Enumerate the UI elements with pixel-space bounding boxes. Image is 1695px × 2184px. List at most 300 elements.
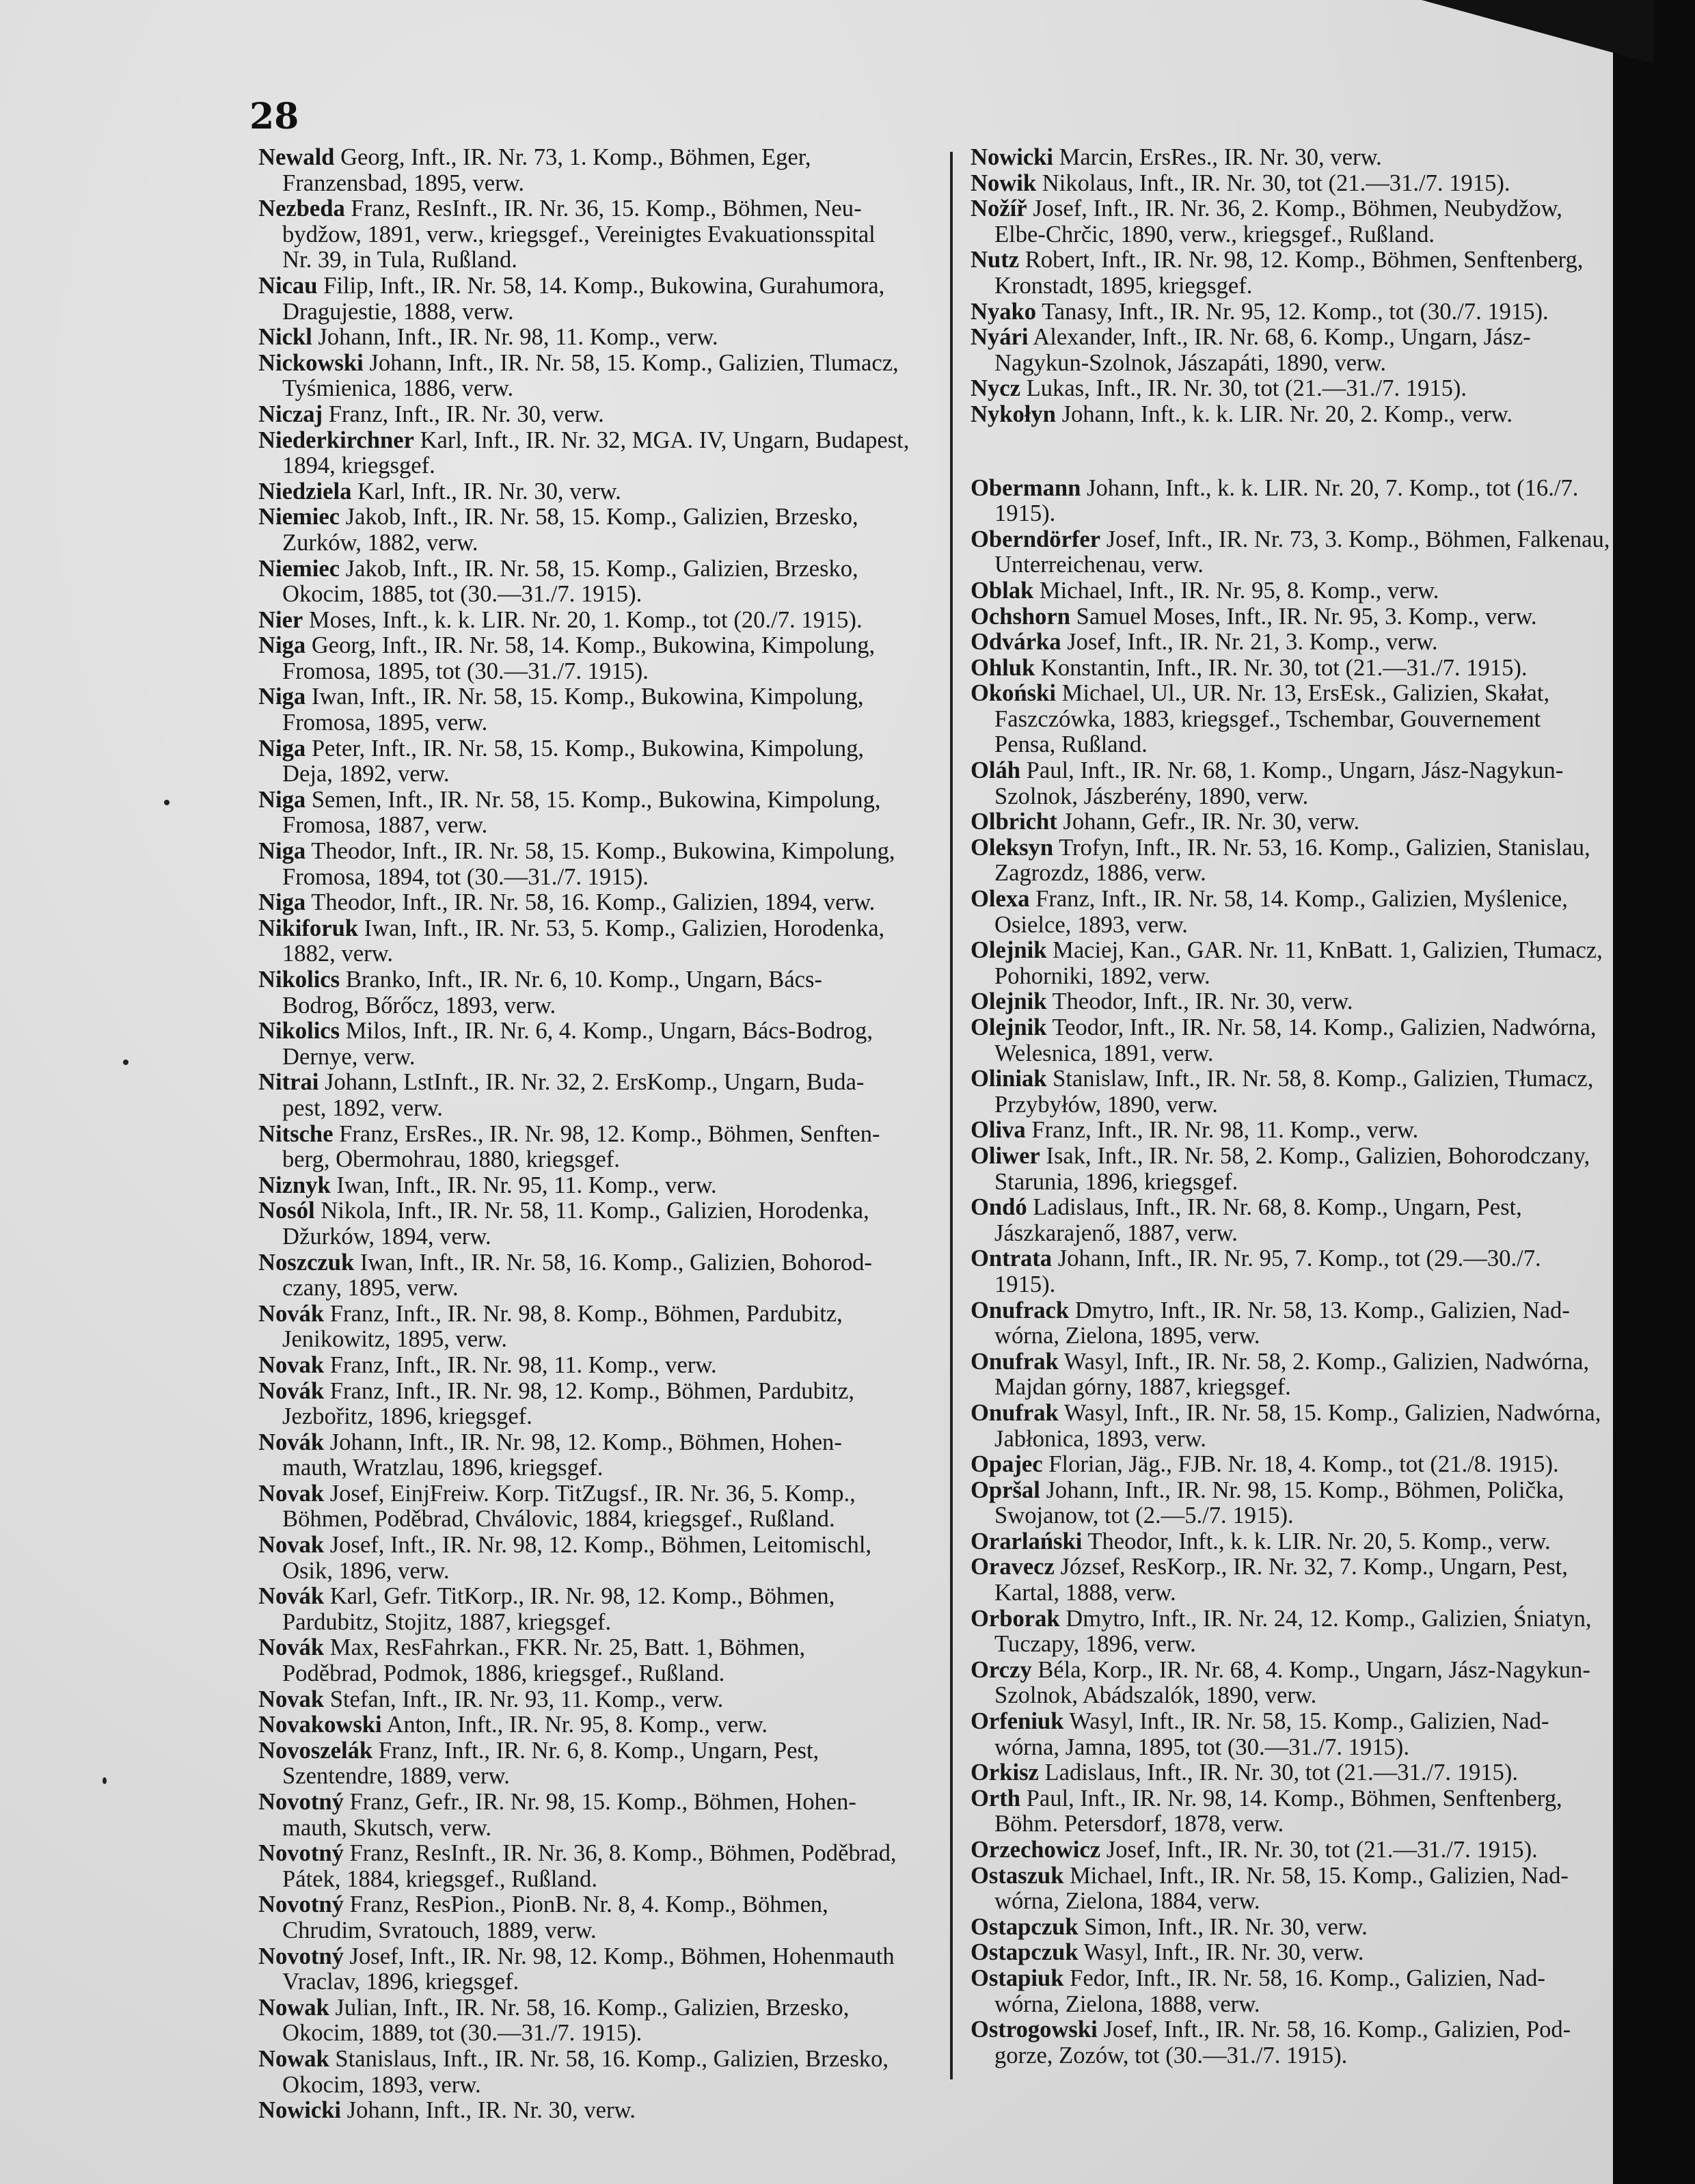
entry-text: Branko, Inft., IR. Nr. 6, 10. Komp., Ungarn, Bács-: [340, 967, 822, 993]
entry-surname: Ostrogowski: [971, 2017, 1098, 2043]
list-entry: [258, 839, 932, 890]
entry-continuation: Dragujestie, 1888, verw.: [282, 298, 514, 325]
entry-continuation: Okocim, 1885, tot (30.—31./7. 1915).: [282, 581, 642, 608]
entry-continuation: wórna, Zielona, 1888, verw.: [994, 1991, 1260, 2017]
list-entry: [971, 1478, 1653, 1529]
list-entry: [258, 1481, 932, 1533]
entry-surname: Oliva: [971, 1117, 1026, 1144]
entry-text: Stanislaw, Inft., IR. Nr. 58, 8. Komp., Galizien, Tłumacz,: [1046, 1066, 1594, 1092]
list-entry: [971, 171, 1653, 197]
entry-surname: Novák: [258, 1429, 325, 1455]
entry-continuation: Majdan górny, 1887, kriegsgef.: [994, 1374, 1291, 1401]
entry-surname: Novák: [258, 1300, 325, 1327]
entry-text: Dmytro, Inft., IR. Nr. 58, 13. Komp., Galizien, Nad-: [1069, 1297, 1570, 1323]
entry-continuation: Böhm. Petersdorf, 1878, verw.: [994, 1811, 1284, 1837]
entry-text: Franz, ErsRes., IR. Nr. 98, 12. Komp., Böhmen, Senften-: [333, 1120, 880, 1147]
entry-text: Karl, Inft., IR. Nr. 30, verw.: [351, 478, 621, 504]
entry-text: Samuel Moses, Inft., IR. Nr. 95, 3. Komp., verw.: [1070, 603, 1537, 630]
entry-continuation: Osik, 1896, verw.: [282, 1557, 450, 1584]
list-entry: [971, 1786, 1653, 1837]
list-entry: [258, 1944, 932, 1995]
entry-continuation: Franzensbad, 1895, verw.: [282, 170, 525, 196]
entry-surname: Niederkirchner: [258, 427, 414, 453]
entry-text: Johann, Inft., IR. Nr. 58, 15. Komp., Galizien, Tlumacz,: [363, 349, 899, 376]
entry-text: Ladislaus, Inft., IR. Nr. 30, tot (21.—31./7. 1915).: [1038, 1760, 1518, 1786]
entry-surname: Nikolics: [258, 1018, 340, 1044]
entry-continuation: Poděbrad, Podmok, 1886, kriegsgef., Rußland.: [282, 1660, 725, 1687]
entry-surname: Ohluk: [971, 654, 1035, 681]
entry-text: Franz, Inft., IR. Nr. 6, 8. Komp., Ungarn, Pest,: [372, 1737, 819, 1764]
entry-continuation: Pensa, Rußland.: [994, 731, 1148, 758]
entry-text: Franz, Inft., IR. Nr. 98, 11. Komp., verw.: [1025, 1117, 1419, 1144]
list-entry: [258, 736, 932, 787]
list-entry: [258, 273, 932, 325]
entry-text: Robert, Inft., IR. Nr. 98, 12. Komp., Böhmen, Senftenberg,: [1019, 247, 1584, 273]
entry-surname: Olexa: [971, 886, 1030, 913]
entry-surname: Ostapczuk: [971, 1913, 1079, 1940]
entry-continuation: bydžow, 1891, verw., kriegsgef., Vereinigtes Evakuationsspital: [282, 221, 876, 247]
entry-continuation: Starunia, 1896, kriegsgef.: [994, 1168, 1238, 1195]
entry-text: Wasyl, Inft., IR. Nr. 58, 15. Komp., Galizien, Nad-: [1063, 1708, 1549, 1735]
entry-surname: Niga: [258, 889, 306, 916]
entry-surname: Nickowski: [258, 349, 364, 376]
entry-surname: Nosól: [258, 1198, 315, 1224]
list-entry: [258, 1070, 932, 1121]
scan-speck: [164, 800, 170, 805]
entry-text: Béla, Korp., IR. Nr. 68, 4. Komp., Ungarn, Jász-Nagykun-: [1031, 1656, 1590, 1683]
entry-text: Wasyl, Inft., IR. Nr. 58, 15. Komp., Galizien, Nadwórna,: [1058, 1399, 1601, 1426]
entry-continuation: Zurków, 1882, verw.: [282, 529, 478, 556]
entry-continuation: mauth, Skutsch, verw.: [282, 1814, 492, 1841]
entry-continuation: mauth, Wratzlau, 1896, kriegsgef.: [282, 1455, 604, 1481]
entry-surname: Orth: [971, 1785, 1020, 1811]
list-entry: [971, 630, 1653, 656]
entry-continuation: Fromosa, 1895, tot (30.—31./7. 1915).: [282, 658, 649, 684]
list-entry: [258, 967, 932, 1019]
list-entry: [258, 1019, 932, 1070]
entry-continuation: Nr. 39, in Tula, Rußland.: [282, 247, 517, 273]
entry-text: Iwan, Inft., IR. Nr. 58, 15. Komp., Bukowina, Kimpolung,: [306, 684, 864, 710]
entry-text: Maciej, Kan., GAR. Nr. 11, KnBatt. 1, Galizien, Tłumacz,: [1046, 937, 1603, 964]
list-entry: [258, 1302, 932, 1353]
entry-text: Josef, EinjFreiw. Korp. TitZugsf., IR. Nr. 36, 5. Komp.,: [324, 1480, 856, 1507]
list-entry: [258, 608, 932, 634]
entry-continuation: Pátek, 1884, kriegsgef., Rußland.: [282, 1865, 597, 1892]
entry-continuation: Jászkarajenő, 1887, verw.: [994, 1219, 1238, 1246]
list-entry: [971, 376, 1653, 402]
entry-text: Johann, Gefr., IR. Nr. 30, verw.: [1057, 809, 1360, 835]
entry-continuation: Tuczapy, 1896, verw.: [994, 1631, 1196, 1658]
entry-surname: Orzechowicz: [971, 1837, 1101, 1863]
list-entry: [971, 1863, 1653, 1915]
entry-text: Ladislaus, Inft., IR. Nr. 68, 8. Komp., Ungarn, Pest,: [1027, 1194, 1522, 1221]
entry-continuation: Fromosa, 1895, verw.: [282, 710, 488, 736]
entry-surname: Oliniak: [971, 1066, 1047, 1092]
entry-text: Nikolaus, Inft., IR. Nr. 30, tot (21.—31./7. 1915).: [1036, 170, 1510, 196]
entry-continuation: Faszczówka, 1883, kriegsgef., Tschembar, Gouvernement: [994, 705, 1541, 732]
entry-text: Theodor, Inft., IR. Nr. 58, 15. Komp., Bukowina, Kimpolung,: [306, 838, 895, 865]
list-entry: [258, 145, 932, 196]
entry-surname: Novak: [258, 1480, 325, 1507]
entry-surname: Nikolics: [258, 967, 340, 993]
entry-text: Trofyn, Inft., IR. Nr. 53, 16. Komp., Galizien, Stanislau,: [1053, 834, 1590, 861]
list-entry: [971, 578, 1653, 604]
entry-continuation: Tyśmienica, 1886, verw.: [282, 375, 514, 402]
entry-surname: Nowak: [258, 1994, 329, 2021]
entry-text: József, ResKorp., IR. Nr. 32, 7. Komp., Ungarn, Pest,: [1054, 1554, 1568, 1580]
entry-text: Jakob, Inft., IR. Nr. 58, 15. Komp., Galizien, Brzesko,: [340, 555, 858, 582]
entry-continuation: Kartal, 1888, verw.: [994, 1580, 1176, 1606]
entry-surname: Niga: [258, 838, 306, 865]
entry-surname: Novakowski: [258, 1712, 382, 1738]
entry-text: Filip, Inft., IR. Nr. 58, 14. Komp., Bukowina, Gurahumora,: [317, 272, 885, 299]
entry-text: Peter, Inft., IR. Nr. 58, 15. Komp., Bukowina, Kimpolung,: [306, 735, 865, 761]
entry-surname: Oblak: [971, 577, 1034, 604]
entry-text: Johann, Inft., k. k. LIR. Nr. 20, 2. Komp., verw.: [1055, 401, 1513, 427]
entry-text: Julian, Inft., IR. Nr. 58, 16. Komp., Galizien, Brzesko,: [329, 1994, 850, 2021]
entry-continuation: Welesnica, 1891, verw.: [994, 1040, 1214, 1066]
entry-surname: Novotný: [258, 1789, 344, 1815]
list-entry: [971, 1195, 1653, 1246]
entry-text: Franz, ResPion., PionB. Nr. 8, 4. Komp., Böhmen,: [343, 1891, 828, 1918]
entry-surname: Novak: [258, 1686, 325, 1712]
scan-speck: [123, 1060, 128, 1065]
entry-surname: Nyári: [971, 324, 1029, 351]
list-entry: [258, 428, 932, 479]
entry-text: Isak, Inft., IR. Nr. 58, 2. Komp., Galizien, Bohorodczany,: [1040, 1142, 1590, 1169]
entry-surname: Novák: [258, 1634, 325, 1661]
entry-surname: Obermann: [971, 474, 1081, 501]
entry-surname: Novotný: [258, 1943, 344, 1969]
entry-surname: Niga: [258, 684, 306, 710]
entry-surname: Orarlański: [971, 1528, 1083, 1554]
list-entry: [971, 325, 1653, 376]
list-entry: [258, 351, 932, 402]
list-entry: [258, 684, 932, 736]
list-entry: [971, 2017, 1653, 2068]
entry-text: Iwan, Inft., IR. Nr. 53, 5. Komp., Galizien, Horodenka,: [358, 915, 885, 941]
entry-text: Georg, Inft., IR. Nr. 73, 1. Komp., Böhmen, Eger,: [334, 144, 811, 170]
entry-text: Johann, Inft., k. k. LIR. Nr. 20, 7. Komp., tot (16./7.: [1081, 474, 1579, 501]
list-entry: [971, 1529, 1653, 1555]
right-column-n-section: [971, 145, 1653, 428]
entry-surname: Novák: [258, 1583, 325, 1610]
entry-continuation: Böhmen, Poděbrad, Chválovic, 1884, kriegsgef., Rußland.: [282, 1506, 835, 1533]
entry-text: Franz, Inft., IR. Nr. 98, 12. Komp., Böhmen, Pardubitz,: [324, 1377, 855, 1404]
entry-text: Anton, Inft., IR. Nr. 95, 8. Komp., verw.: [381, 1712, 768, 1738]
entry-surname: Nycz: [971, 375, 1020, 402]
entry-surname: Onufrack: [971, 1297, 1070, 1323]
entry-surname: Novak: [258, 1532, 325, 1559]
entry-surname: Niczaj: [258, 401, 323, 427]
entry-text: Tanasy, Inft., IR. Nr. 95, 12. Komp., tot (30./7. 1915).: [1036, 298, 1549, 325]
entry-continuation: Dernye, verw.: [282, 1043, 416, 1070]
entry-text: Iwan, Inft., IR. Nr. 95, 11. Komp., verw.: [330, 1172, 717, 1198]
list-entry: [258, 1995, 932, 2047]
list-entry: [971, 1606, 1653, 1658]
list-entry: [258, 787, 932, 839]
list-entry: [971, 1837, 1653, 1863]
list-entry: [971, 1452, 1653, 1478]
entry-text: Johann, Inft., IR. Nr. 95, 7. Komp., tot (29.—30./7.: [1052, 1245, 1541, 1272]
list-entry: [258, 556, 932, 608]
entry-continuation: Jabłonica, 1893, verw.: [994, 1425, 1206, 1452]
entry-text: Franz, ResInft., IR. Nr. 36, 15. Komp., Böhmen, Neu-: [344, 196, 862, 222]
entry-surname: Olejnik: [971, 937, 1047, 964]
list-entry: [971, 835, 1653, 887]
list-entry: [971, 1015, 1653, 1066]
list-entry: [971, 604, 1653, 630]
list-entry: [258, 890, 932, 916]
list-entry: [258, 1533, 932, 1584]
entry-text: Johann, Inft., IR. Nr. 98, 15. Komp., Böhmen, Polička,: [1040, 1477, 1564, 1503]
list-entry: [258, 1712, 932, 1738]
entry-text: Franz, Inft., IR. Nr. 30, verw.: [323, 401, 604, 427]
entry-surname: Novák: [258, 1377, 325, 1404]
entry-surname: Oravecz: [971, 1554, 1055, 1580]
list-entry: [971, 1554, 1653, 1606]
entry-text: Johann, LstInft., IR. Nr. 32, 2. ErsKomp., Ungarn, Buda-: [318, 1069, 865, 1096]
entry-text: Marcin, ErsRes., IR. Nr. 30, verw.: [1053, 144, 1382, 170]
entry-text: Theodor, Inft., IR. Nr. 30, verw.: [1046, 988, 1353, 1015]
entry-text: Josef, Inft., IR. Nr. 58, 16. Komp., Galizien, Pod-: [1097, 2017, 1571, 2043]
entry-surname: Ostaszuk: [971, 1862, 1064, 1889]
entry-continuation: Fromosa, 1887, verw.: [282, 812, 488, 839]
entry-continuation: gorze, Zozów, tot (30.—31./7. 1915).: [994, 2042, 1348, 2068]
entry-text: Karl, Gefr. TitKorp., IR. Nr. 98, 12. Komp., Böhmen,: [324, 1583, 835, 1610]
entry-text: Josef, Inft., IR. Nr. 98, 12. Komp., Böhmen, Hohenmauth: [343, 1943, 895, 1969]
list-entry: [258, 479, 932, 505]
entry-surname: Noszczuk: [258, 1249, 355, 1276]
list-entry: [258, 1584, 932, 1635]
entry-surname: Novotný: [258, 1891, 344, 1918]
entry-surname: Nickl: [258, 324, 312, 351]
list-entry: [258, 1841, 932, 1892]
entry-continuation: Okocim, 1889, tot (30.—31./7. 1915).: [282, 2020, 642, 2047]
entry-surname: Orczy: [971, 1656, 1032, 1683]
entry-continuation: wórna, Zielona, 1895, verw.: [994, 1323, 1260, 1349]
entry-continuation: Unterreichenau, verw.: [994, 552, 1204, 578]
list-entry: [971, 1401, 1653, 1452]
entry-continuation: Jezbořitz, 1896, kriegsgef.: [282, 1403, 532, 1430]
entry-surname: Nikiforuk: [258, 915, 359, 941]
entry-text: Stefan, Inft., IR. Nr. 93, 11. Komp., verw.: [324, 1686, 724, 1712]
list-entry: [258, 1892, 932, 1943]
entry-surname: Oláh: [971, 757, 1021, 784]
entry-surname: Nowicki: [258, 2097, 342, 2124]
list-entry: [258, 1738, 932, 1790]
entry-continuation: Szentendre, 1889, verw.: [282, 1763, 510, 1790]
entry-surname: Nowak: [258, 2045, 329, 2072]
entry-continuation: 1915).: [994, 500, 1056, 527]
entry-continuation: Džurków, 1894, verw.: [282, 1223, 491, 1250]
list-entry: [258, 1635, 932, 1686]
entry-text: Lukas, Inft., IR. Nr. 30, tot (21.—31./7. 1915).: [1020, 375, 1467, 402]
entry-text: Alexander, Inft., IR. Nr. 68, 6. Komp., Ungarn, Jász-: [1028, 324, 1531, 351]
list-entry: [971, 989, 1653, 1015]
entry-surname: Opajec: [971, 1451, 1043, 1478]
list-entry: [258, 1687, 932, 1713]
entry-text: Georg, Inft., IR. Nr. 58, 14. Komp., Bukowina, Kimpolung,: [306, 632, 876, 659]
entry-surname: Nožíř: [971, 196, 1027, 222]
entry-continuation: wórna, Zielona, 1884, verw.: [994, 1888, 1260, 1915]
entry-text: Dmytro, Inft., IR. Nr. 24, 12. Komp., Galizien, Śniatyn,: [1059, 1605, 1592, 1632]
list-entry: [971, 1709, 1653, 1760]
entry-surname: Niznyk: [258, 1172, 331, 1198]
entry-continuation: pest, 1892, verw.: [282, 1094, 443, 1121]
list-entry: [258, 1430, 932, 1481]
entry-continuation: berg, Obermohrau, 1880, kriegsgef.: [282, 1146, 620, 1173]
entry-surname: Ondó: [971, 1194, 1027, 1221]
entry-text: Josef, Inft., IR. Nr. 30, tot (21.—31./7. 1915).: [1100, 1837, 1538, 1863]
entry-surname: Olbricht: [971, 809, 1057, 835]
entry-surname: Newald: [258, 144, 335, 170]
list-entry: [258, 1379, 932, 1430]
list-entry: [971, 681, 1653, 758]
entry-text: Johann, Inft., IR. Nr. 98, 12. Komp., Böhmen, Hohen-: [324, 1429, 842, 1455]
entry-continuation: Przybyłów, 1890, verw.: [994, 1091, 1218, 1118]
entry-text: Michael, Inft., IR. Nr. 58, 15. Komp., Galizien, Nad-: [1063, 1862, 1569, 1889]
entry-continuation: Nagykun-Szolnok, Jászapáti, 1890, verw.: [994, 349, 1386, 376]
entry-surname: Niga: [258, 735, 306, 761]
entry-surname: Nitrai: [258, 1069, 319, 1096]
entry-text: Josef, Inft., IR. Nr. 98, 12. Komp., Böhmen, Leitomischl,: [324, 1532, 872, 1559]
entry-text: Johann, Inft., IR. Nr. 98, 11. Komp., verw.: [312, 324, 718, 351]
entry-surname: Novotný: [258, 1840, 344, 1867]
list-entry: [971, 1940, 1653, 1966]
entry-text: Paul, Inft., IR. Nr. 68, 1. Komp., Ungarn, Jász-Nagykun-: [1020, 757, 1564, 784]
entry-surname: Ostapiuk: [971, 1965, 1064, 1991]
entry-surname: Nier: [258, 606, 303, 633]
entry-text: Florian, Jäg., FJB. Nr. 18, 4. Komp., tot (21./8. 1915).: [1042, 1451, 1559, 1478]
entry-text: Konstantin, Inft., IR. Nr. 30, tot (21.—31./7. 1915).: [1035, 654, 1528, 681]
entry-surname: Odvárka: [971, 629, 1061, 656]
entry-surname: Nutz: [971, 247, 1020, 273]
list-entry: [258, 504, 932, 556]
entry-continuation: Kronstadt, 1895, kriegsgef.: [994, 272, 1253, 299]
entry-surname: Novak: [258, 1351, 325, 1378]
entry-text: Wasyl, Inft., IR. Nr. 30, verw.: [1078, 1939, 1364, 1966]
entry-surname: Nowik: [971, 170, 1037, 196]
entry-surname: Orfeniuk: [971, 1708, 1064, 1735]
entry-surname: Olejnik: [971, 988, 1047, 1015]
entry-continuation: Okocim, 1893, verw.: [282, 2071, 481, 2098]
list-entry: [971, 758, 1653, 809]
entry-continuation: Chrudim, Svratouch, 1889, verw.: [282, 1917, 597, 1943]
entry-surname: Niemiec: [258, 504, 340, 530]
entry-continuation: Jenikowitz, 1895, verw.: [282, 1326, 508, 1353]
entry-text: Franz, Gefr., IR. Nr. 98, 15. Komp., Böhmen, Hohen-: [343, 1789, 856, 1815]
list-entry: [258, 1122, 932, 1173]
entry-text: Jakob, Inft., IR. Nr. 58, 15. Komp., Galizien, Brzesko,: [340, 504, 858, 530]
entry-text: Teodor, Inft., IR. Nr. 58, 14. Komp., Galizien, Nadwórna,: [1046, 1014, 1597, 1040]
entry-surname: Nitsche: [258, 1120, 334, 1147]
list-entry: [258, 1790, 932, 1841]
list-entry: [971, 809, 1653, 835]
list-entry: [971, 402, 1653, 428]
list-entry: [258, 325, 932, 351]
list-entry: [258, 1353, 932, 1379]
entry-text: Josef, Inft., IR. Nr. 21, 3. Komp., verw.: [1061, 629, 1438, 656]
list-entry: [971, 1658, 1653, 1709]
entry-text: Simon, Inft., IR. Nr. 30, verw.: [1078, 1913, 1368, 1940]
scan-speck: [103, 1777, 107, 1784]
entry-surname: Ostapczuk: [971, 1939, 1079, 1966]
entry-surname: Opršal: [971, 1477, 1040, 1503]
entry-text: Karl, Inft., IR. Nr. 32, MGA. IV, Ungarn, Budapest,: [413, 427, 910, 453]
list-entry: [971, 938, 1653, 989]
list-entry: [258, 2047, 932, 2098]
list-entry: [971, 247, 1653, 299]
entry-surname: Niedziela: [258, 478, 352, 504]
list-entry: [971, 476, 1653, 527]
list-entry: [258, 1198, 932, 1250]
entry-continuation: Szolnok, Abádszalók, 1890, verw.: [994, 1682, 1317, 1709]
entry-continuation: 1915).: [994, 1271, 1056, 1297]
list-entry: [258, 633, 932, 684]
entry-surname: Nowicki: [971, 144, 1054, 170]
page-number: 28: [249, 96, 299, 137]
list-entry: [971, 299, 1653, 325]
list-entry: [971, 145, 1653, 171]
list-entry: [258, 916, 932, 967]
entry-text: Michael, Inft., IR. Nr. 95, 8. Komp., verw.: [1033, 577, 1439, 604]
list-entry: [971, 1760, 1653, 1786]
entry-surname: Okoński: [971, 680, 1056, 707]
section-gap: [971, 428, 1653, 476]
entry-surname: Nyako: [971, 298, 1037, 325]
right-column-o-section: [971, 476, 1653, 2069]
entry-text: Franz, Inft., IR. Nr. 98, 8. Komp., Böhmen, Pardubitz,: [324, 1300, 843, 1327]
entry-text: Moses, Inft., k. k. LIR. Nr. 20, 1. Komp., tot (20./7. 1915).: [303, 606, 863, 633]
entry-continuation: Bodrog, Bőrőcz, 1893, verw.: [282, 992, 556, 1019]
entry-continuation: Elbe-Chrčic, 1890, verw., kriegsgef., Rußland.: [994, 221, 1435, 247]
list-entry: [258, 2098, 932, 2124]
entry-continuation: Zagrozdz, 1886, verw.: [994, 860, 1206, 887]
entry-surname: Ochshorn: [971, 603, 1071, 630]
entry-text: Stanislaus, Inft., IR. Nr. 58, 16. Komp., Galizien, Brzesko,: [329, 2045, 889, 2072]
list-entry: [971, 1966, 1653, 2017]
entry-continuation: Vraclav, 1896, kriegsgef.: [282, 1969, 519, 1995]
list-entry: [971, 656, 1653, 682]
entry-continuation: Pardubitz, Stojitz, 1887, kriegsgef.: [282, 1608, 612, 1635]
entry-text: Michael, Ul., UR. Nr. 13, ErsEsk., Galizien, Skałat,: [1055, 680, 1550, 707]
entry-text: Josef, Inft., IR. Nr. 73, 3. Komp., Böhmen, Falkenau,: [1100, 526, 1610, 552]
entry-text: Fedor, Inft., IR. Nr. 58, 16. Komp., Galizien, Nad-: [1063, 1965, 1545, 1991]
entry-text: Josef, Inft., IR. Nr. 36, 2. Komp., Böhmen, Neubydžow,: [1027, 196, 1562, 222]
entry-text: Iwan, Inft., IR. Nr. 58, 16. Komp., Galizien, Bohorod-: [354, 1249, 872, 1276]
entry-text: Semen, Inft., IR. Nr. 58, 15. Komp., Bukowina, Kimpolung,: [306, 786, 881, 813]
entry-surname: Niga: [258, 786, 306, 813]
entry-continuation: Osielce, 1893, verw.: [994, 911, 1188, 938]
entry-continuation: Pohorniki, 1892, verw.: [994, 962, 1210, 989]
list-entry: [258, 402, 932, 428]
entry-continuation: czany, 1895, verw.: [282, 1275, 459, 1302]
entry-continuation: 1882, verw.: [282, 941, 393, 967]
list-entry: [258, 1173, 932, 1199]
list-entry: [258, 196, 932, 273]
column-divider: [950, 152, 953, 2079]
entry-text: Franz, Inft., IR. Nr. 98, 11. Komp., verw.: [324, 1351, 717, 1378]
entry-text: Wasyl, Inft., IR. Nr. 58, 2. Komp., Galizien, Nadwórna,: [1058, 1348, 1590, 1375]
list-entry: [971, 1246, 1653, 1297]
entry-surname: Nezbeda: [258, 196, 345, 222]
right-column: [971, 145, 1653, 2068]
entry-text: Max, ResFahrkan., FKR. Nr. 25, Batt. 1, Böhmen,: [324, 1634, 806, 1661]
entry-text: Franz, Inft., IR. Nr. 58, 14. Komp., Galizien, Myślenice,: [1029, 886, 1568, 913]
entry-text: Nikola, Inft., IR. Nr. 58, 11. Komp., Galizien, Horodenka,: [314, 1198, 869, 1224]
list-entry: [258, 1250, 932, 1302]
